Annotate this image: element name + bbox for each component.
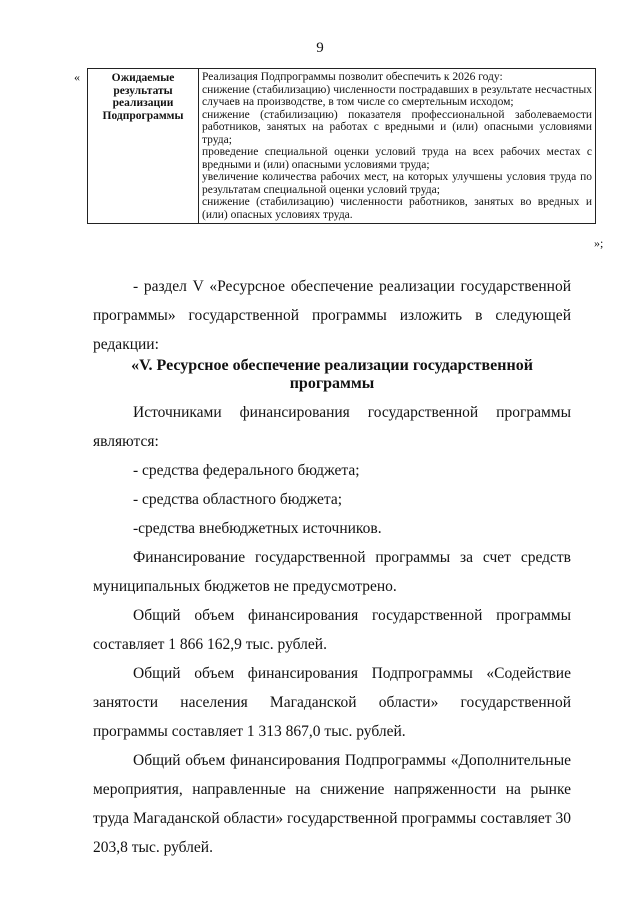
source-list-item: - средства федерального бюджета; [133, 462, 360, 479]
source-list-item: - средства областного бюджета; [133, 491, 343, 508]
source-list-item: -средства внебюджетных источников. [133, 520, 382, 537]
subprogram-employment-paragraph: Общий объем финансирования Подпрограммы «Содействие занятости населения Магаданской области» государственной программы составляет 1 313 867,0 тыс. рублей. [93, 665, 571, 740]
sources-intro-paragraph: Источниками финансирования государственной программы являются: [93, 404, 571, 450]
total-financing-paragraph: Общий объем финансирования государственной программы составляет 1 866 162,9 тыс. рублей. [93, 607, 571, 653]
table-item: снижение (стабилизацию) численности работников, занятых во вредных и (или) опасных условиях труда. [202, 196, 592, 221]
table-item: проведение специальной оценки условий труда на всех рабочих местах с вредными и (или) опасными условиями труда; [202, 146, 592, 171]
page-number: 9 [316, 40, 324, 56]
main-body-block [93, 398, 571, 862]
table-content-cell [199, 69, 596, 224]
subprogram-additional-paragraph: Общий объем финансирования Подпрограммы «Дополнительные мероприятия, направленные на снижение напряженности на рынке труда Магаданской области» государственной программы составляет 30 203,8 тыс. рублей. [93, 752, 571, 856]
table-item: снижение (стабилизацию) численности пострадавших в результате несчастных случаев на производстве, в том числе со смертельным исходом; [202, 83, 592, 108]
section-intro-paragraph: - раздел V «Ресурсное обеспечение реализации государственной программы» государственной программы изложить в следующей редакции: [93, 278, 571, 353]
municipal-note-paragraph: Финансирование государственной программы за счет средств муниципальных бюджетов не предусмотрено. [93, 549, 571, 595]
table-label-cell: Ожидаемые результаты реализации Подпрограммы [88, 69, 199, 224]
table-item: увеличение количества рабочих мест, на которых улучшены условия труда по результатам специальной оценки условий труда; [202, 171, 592, 196]
table-row [88, 69, 596, 224]
table-close-quote: »; [594, 236, 604, 250]
table-item: снижение (стабилизацию) показателя профессиональной заболеваемости работников, занятых на работах с вредными и (или) опасными условиями труда; [202, 108, 592, 146]
table-intro-text: Реализация Подпрограммы позволит обеспечить к 2026 году: [202, 71, 503, 83]
table-open-quote: « [74, 70, 80, 84]
section-intro-block [93, 272, 571, 359]
section-heading: «V. Ресурсное обеспечение реализации государственной программы [131, 357, 533, 392]
expected-results-table [87, 68, 596, 224]
